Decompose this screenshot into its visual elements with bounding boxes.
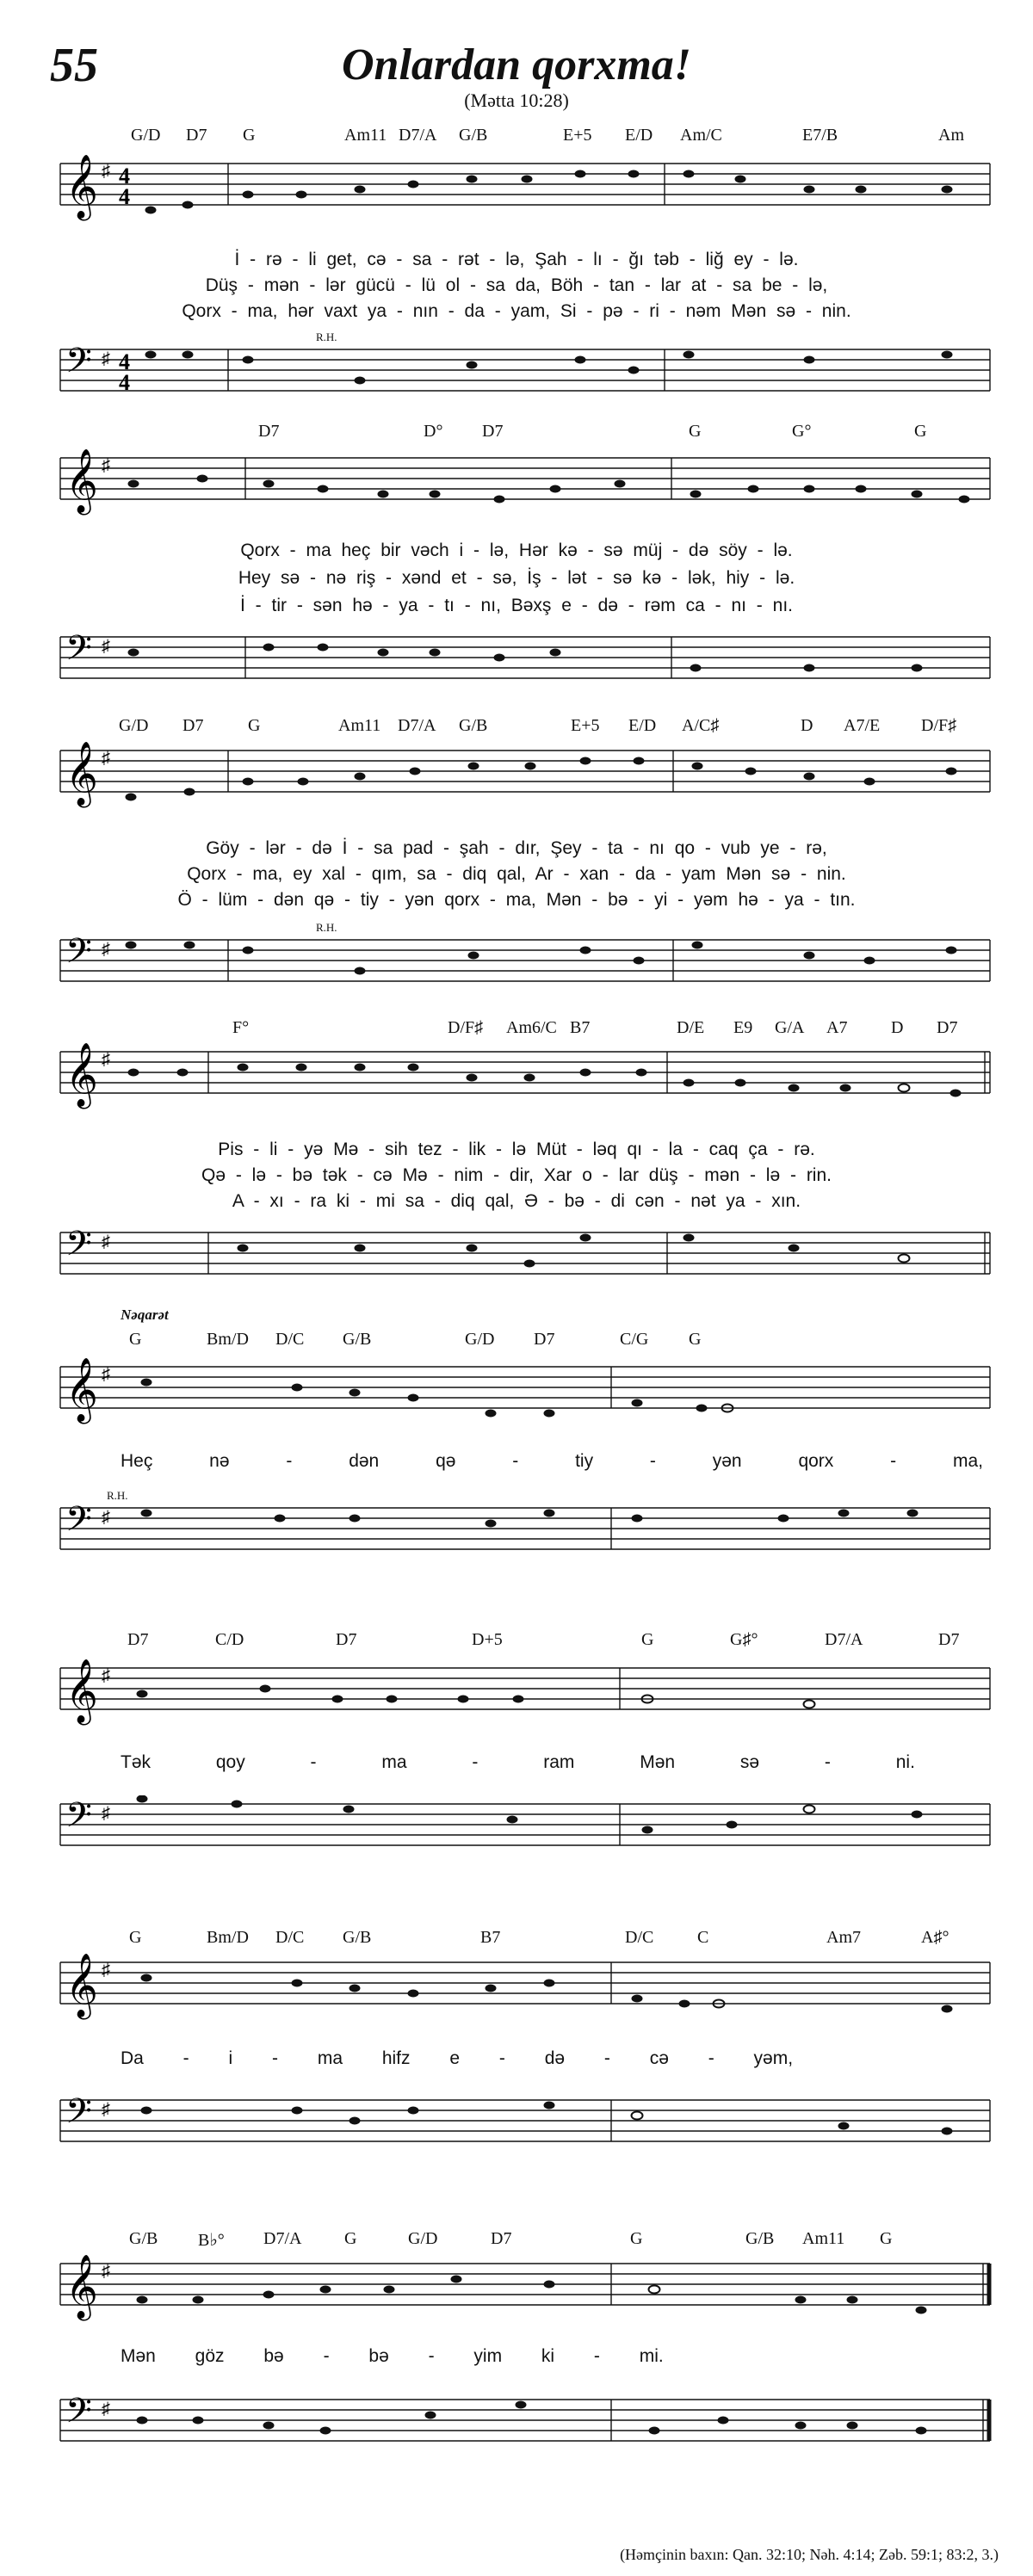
lyric-line: Ö - lüm - dən qə - tiy - yən qorx - ma, Mən - bə - yi - yəm hə - ya - tın. xyxy=(177,890,856,910)
chord: G xyxy=(344,2229,357,2248)
bass-staff-8 xyxy=(52,2391,999,2460)
svg-text:𝄢: 𝄢 xyxy=(65,933,92,979)
chord: D xyxy=(891,1018,904,1037)
lyric-line: Pis - li - yə Mə - sih tez - lik - lə Müt - ləq qı - la - caq ça - rə. xyxy=(218,1140,815,1159)
chord: G/B xyxy=(343,1928,372,1947)
chord: B♭° xyxy=(198,2231,225,2250)
svg-text:𝄢: 𝄢 xyxy=(65,630,92,676)
lyric-line: Düş - mən - lər gücü - lü ol - sa da, Böh - tan - lar at - sa be - lə, xyxy=(205,275,828,295)
chord: D7 xyxy=(336,1630,357,1649)
refrain-label: Nəqarət xyxy=(121,1307,169,1323)
svg-text:♯: ♯ xyxy=(102,162,110,181)
lyric-line: Mən göz bə - bə - yim ki - mi. xyxy=(121,2346,664,2366)
svg-text:♯: ♯ xyxy=(102,1050,110,1069)
svg-text:𝄢: 𝄢 xyxy=(65,1226,92,1271)
chord: G/B xyxy=(459,126,488,145)
scripture-reference: (Mətta 10:28) xyxy=(464,90,569,111)
chord: D/C xyxy=(275,1928,305,1947)
chord: Bm/D xyxy=(207,1928,249,1947)
chord: G° xyxy=(792,422,812,441)
chord: B7 xyxy=(480,1928,501,1947)
svg-text:♯: ♯ xyxy=(102,2262,110,2281)
chord: G xyxy=(129,1330,142,1349)
chord: Am xyxy=(938,126,964,145)
chord-row-7 xyxy=(0,1928,1033,1954)
chord-row-3 xyxy=(0,716,1033,742)
chord: D° xyxy=(424,422,443,441)
chord: G xyxy=(880,2229,893,2248)
chord: D7 xyxy=(182,716,204,735)
lyric-line: Qorx - ma, ey xal - qım, sa - diq qal, Ar - xan - da - yam Mən sə - nin. xyxy=(187,864,846,884)
svg-text:♯: ♯ xyxy=(102,1232,110,1251)
chord: G/D xyxy=(465,1330,495,1349)
chord: D+5 xyxy=(472,1630,503,1649)
svg-text:𝄢: 𝄢 xyxy=(65,1797,92,1843)
chord: G/A xyxy=(775,1018,805,1037)
chord: E7/B xyxy=(802,126,838,145)
svg-text:♯: ♯ xyxy=(102,2400,110,2418)
svg-text:♯: ♯ xyxy=(102,749,110,768)
chord: G xyxy=(248,716,261,735)
svg-text:♯: ♯ xyxy=(102,1666,110,1685)
chord: D7/A xyxy=(825,1630,863,1649)
chord: G xyxy=(129,1928,142,1947)
chord: G♯° xyxy=(730,1630,758,1649)
svg-text:♯: ♯ xyxy=(102,2100,110,2119)
chord: G/D xyxy=(131,126,161,145)
chord: D7/A xyxy=(398,716,436,735)
lyric-line: Qorx - ma, hər vaxt ya - nın - da - yam, Si - pə - ri - nəm Mən sə - nin. xyxy=(182,301,851,321)
chord: E9 xyxy=(733,1018,753,1037)
chord: D7/A xyxy=(399,126,437,145)
svg-text:♯: ♯ xyxy=(102,1804,110,1823)
chord: Am6/C xyxy=(506,1018,557,1037)
svg-text:𝄞: 𝄞 xyxy=(65,1955,98,2016)
svg-text:♯: ♯ xyxy=(102,349,110,368)
hymn-number: 55 xyxy=(50,39,98,92)
chord: G xyxy=(641,1630,654,1649)
svg-text:♯: ♯ xyxy=(102,1961,110,1980)
chord: G xyxy=(914,422,927,441)
chord: D/C xyxy=(275,1330,305,1349)
chord-row-1 xyxy=(0,126,1033,151)
svg-text:♯: ♯ xyxy=(102,940,110,959)
rh-marking: R.H. xyxy=(316,330,337,343)
svg-text:𝄢: 𝄢 xyxy=(65,1501,92,1547)
chord-row-4 xyxy=(0,1018,1033,1044)
chord: G xyxy=(689,422,702,441)
chord: G/D xyxy=(119,716,149,735)
svg-text:𝄞: 𝄞 xyxy=(65,2256,98,2317)
lyric-line: Qorx - ma heç bir vəch i - lə, Hər kə - sə müj - də söy - lə. xyxy=(240,541,793,560)
chord: Am11 xyxy=(338,716,381,735)
chord: A7 xyxy=(826,1018,848,1037)
chord: G/B xyxy=(459,716,488,735)
chord: A/C♯ xyxy=(682,716,720,735)
chord: D7 xyxy=(937,1018,958,1037)
treble-staff-7 xyxy=(52,1954,999,2023)
chord: E+5 xyxy=(563,126,592,145)
lyric-line: Hey sə - nə riş - xənd et - sə, İş - lət - sə kə - lək, hiy - lə. xyxy=(238,568,795,588)
chord: G/B xyxy=(129,2229,158,2248)
chord: D7 xyxy=(938,1630,960,1649)
chord: D/F♯ xyxy=(448,1018,484,1037)
svg-text:♯: ♯ xyxy=(102,1508,110,1527)
chord: C/G xyxy=(620,1330,649,1349)
chord: E+5 xyxy=(571,716,600,735)
lyric-line: Heç nə - dən qə - tiy - yən qorx - ma, xyxy=(121,1451,983,1471)
svg-text:4: 4 xyxy=(119,164,130,188)
bass-staff-2 xyxy=(52,628,999,697)
chord: D/C xyxy=(625,1928,654,1947)
chord: D/F♯ xyxy=(921,716,957,735)
chord: G/B xyxy=(745,2229,775,2248)
chord: E/D xyxy=(628,716,657,735)
chord: A♯° xyxy=(921,1928,949,1947)
treble-staff-8 xyxy=(52,2255,999,2324)
chord-row-5 xyxy=(0,1330,1033,1356)
bass-staff-1 xyxy=(52,341,999,410)
svg-text:♯: ♯ xyxy=(102,456,110,475)
chord: D/E xyxy=(677,1018,705,1037)
lyric-line: Qə - lə - bə tək - cə Mə - nim - dir, Xar o - lar düş - mən - lə - rin. xyxy=(201,1165,832,1185)
treble-staff-3 xyxy=(52,742,999,811)
bass-staff-4 xyxy=(52,1224,999,1293)
lyric-line: A - xı - ra ki - mi sa - diq qal, Ə - bə - di cən - nət ya - xın. xyxy=(232,1191,801,1211)
treble-staff-2 xyxy=(52,449,999,518)
lyric-line: Da - i - ma hifz e - də - cə - yəm, xyxy=(121,2048,794,2068)
lyric-line: İ - rə - li get, cə - sa - rət - lə, Şah - lı - ğı təb - liğ ey - lə. xyxy=(234,250,799,269)
svg-text:♯: ♯ xyxy=(102,1365,110,1384)
chord: D7 xyxy=(534,1330,555,1349)
svg-text:𝄞: 𝄞 xyxy=(65,1044,98,1105)
treble-staff-6 xyxy=(52,1659,999,1728)
chord: B7 xyxy=(570,1018,591,1037)
bass-staff-5 xyxy=(52,1499,999,1568)
chord: D xyxy=(801,716,813,735)
rh-marking: R.H. xyxy=(107,1489,128,1502)
chord: Bm/D xyxy=(207,1330,249,1349)
treble-staff-1 xyxy=(52,155,999,224)
svg-text:𝄞: 𝄞 xyxy=(65,1359,98,1420)
svg-text:♯: ♯ xyxy=(102,637,110,656)
chord: D7 xyxy=(491,2229,512,2248)
bass-staff-6 xyxy=(52,1795,999,1864)
chord-row-6 xyxy=(0,1630,1033,1656)
svg-text:𝄞: 𝄞 xyxy=(65,1660,98,1721)
svg-text:𝄢: 𝄢 xyxy=(65,2393,92,2438)
chord: G/D xyxy=(408,2229,438,2248)
lyric-line: Göy - lər - də İ - sa pad - şah - dır, Şey - ta - nı qo - vub ye - rə, xyxy=(206,838,827,858)
chord: G/B xyxy=(343,1330,372,1349)
chord: A7/E xyxy=(844,716,881,735)
chord: Am11 xyxy=(802,2229,845,2248)
chord: C xyxy=(697,1928,709,1947)
treble-staff-5 xyxy=(52,1358,999,1427)
chord: Am11 xyxy=(344,126,387,145)
svg-text:𝄢: 𝄢 xyxy=(65,2093,92,2139)
svg-text:𝄞: 𝄞 xyxy=(65,156,98,217)
svg-text:4: 4 xyxy=(119,370,130,395)
rh-marking: R.H. xyxy=(316,921,337,934)
hymn-title: Onlardan qorxma! xyxy=(342,40,691,90)
svg-text:𝄢: 𝄢 xyxy=(65,343,92,388)
chord: Am7 xyxy=(826,1928,861,1947)
chord: D7 xyxy=(482,422,504,441)
lyric-line: İ - tir - sən hə - ya - tı - nı, Bəxş e - də - rəm ca - nı - nı. xyxy=(240,596,793,615)
bass-staff-3 xyxy=(52,931,999,1000)
chord: E/D xyxy=(625,126,653,145)
chord: D7/A xyxy=(263,2229,302,2248)
svg-text:𝄞: 𝄞 xyxy=(65,450,98,511)
chord: G xyxy=(243,126,256,145)
chord: D7 xyxy=(127,1630,149,1649)
chord: D7 xyxy=(258,422,280,441)
svg-text:4: 4 xyxy=(119,184,130,209)
chord: D7 xyxy=(186,126,207,145)
chord-row-2 xyxy=(0,422,1033,448)
chord: G xyxy=(630,2229,643,2248)
svg-text:𝄞: 𝄞 xyxy=(65,743,98,804)
chord: F° xyxy=(232,1018,250,1037)
lyric-line: Tək qoy - ma - ram Mən sə - ni. xyxy=(121,1752,915,1772)
chord: Am/C xyxy=(680,126,722,145)
chord: C/D xyxy=(215,1630,244,1649)
treble-staff-4 xyxy=(52,1043,999,1112)
bass-staff-7 xyxy=(52,2091,999,2160)
chord-row-8 xyxy=(0,2229,1033,2255)
chord: G xyxy=(689,1330,702,1349)
cross-reference-footnote: (Həmçinin baxın: Qan. 32:10; Nəh. 4:14; Zəb. 59:1; 83:2, 3.) xyxy=(620,2546,999,2563)
svg-text:4: 4 xyxy=(119,349,130,374)
